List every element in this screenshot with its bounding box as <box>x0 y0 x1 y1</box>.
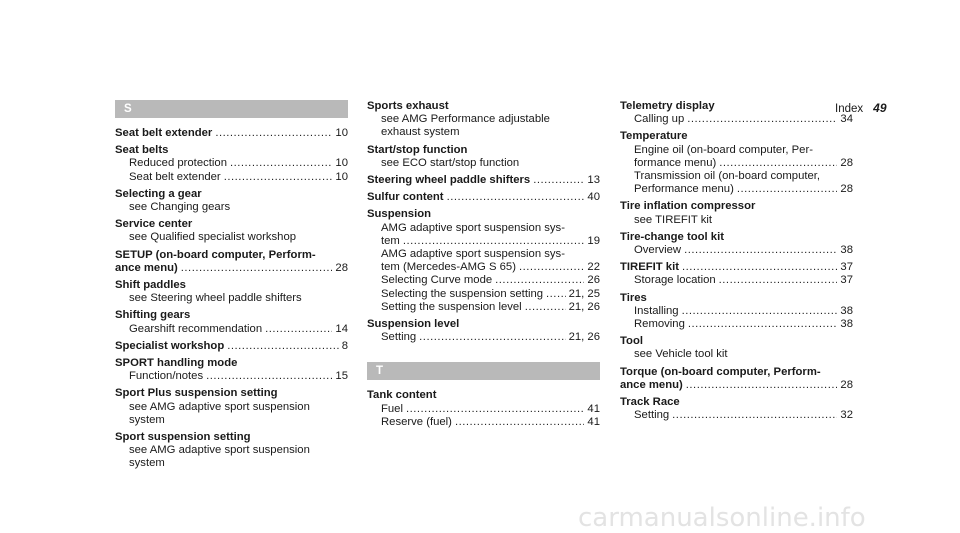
section-letter-bar: T <box>367 362 600 380</box>
entry-title: Tool <box>620 335 644 348</box>
entry-title-line <box>620 261 853 274</box>
section-letter-bar: S <box>115 100 348 118</box>
page-ref: 10 <box>335 170 348 183</box>
watermark: carmanualsonline.info <box>578 503 866 533</box>
index-entry <box>367 389 600 429</box>
sub-entry-label: Storage location <box>634 274 716 287</box>
sub-entry <box>367 261 600 274</box>
sub-entry: see AMG adaptive sport suspension system <box>129 400 310 426</box>
sub-entry <box>367 331 600 344</box>
page-ref: 37 <box>840 274 853 287</box>
entry-title: Sport Plus suspension setting <box>115 387 278 400</box>
leader-dots <box>719 157 837 170</box>
index-entry <box>115 387 348 427</box>
page-ref: 41 <box>587 415 600 428</box>
leader-dots <box>227 340 338 353</box>
sub-entry-label: Setting the suspension level <box>381 300 522 313</box>
leader-dots <box>181 262 333 275</box>
index-entry <box>367 191 600 204</box>
leader-dots <box>533 174 584 187</box>
index-entry <box>620 100 853 126</box>
index-entry <box>115 357 348 383</box>
index-entry <box>367 100 600 140</box>
entry-title: Shift paddles <box>115 279 186 292</box>
page-ref: 28 <box>840 378 853 391</box>
entry-title: Start/stop function <box>367 143 468 156</box>
entry-title-line <box>367 174 600 187</box>
entry-title: Tires <box>620 291 647 304</box>
page-ref: 10 <box>335 157 348 170</box>
page-ref: 22 <box>587 261 600 274</box>
index-column-1 <box>115 100 348 475</box>
sub-entry-label: Selecting Curve mode <box>381 274 493 287</box>
index-entry <box>620 261 853 287</box>
entry-title: ance menu) <box>115 261 178 274</box>
index-entry <box>367 174 600 187</box>
leader-dots <box>686 379 838 392</box>
sub-entry: see Qualified specialist workshop <box>129 231 297 244</box>
index-entry <box>620 130 853 196</box>
entry-title: Sports exhaust <box>367 100 449 112</box>
sub-entry <box>367 301 600 314</box>
sub-entry: see Steering wheel paddle shifters <box>129 292 302 305</box>
entry-title: Service center <box>115 218 193 231</box>
sub-entry <box>115 171 348 184</box>
page-ref: 40 <box>587 191 600 204</box>
sub-entry <box>367 235 600 248</box>
sub-entry: see ECO start/stop function <box>381 156 520 169</box>
sub-entry <box>620 305 853 318</box>
leader-dots <box>719 274 838 287</box>
leader-dots <box>682 305 838 318</box>
sub-entry-label: formance menu) <box>634 156 717 169</box>
sub-entry-label: Setting <box>634 409 670 422</box>
entry-title-line <box>115 262 348 275</box>
sub-entry <box>620 157 853 170</box>
entry-title: TIREFIT kit <box>620 261 679 274</box>
index-entry <box>620 292 853 332</box>
entry-title: Telemetry display <box>620 100 715 112</box>
sub-entry-label: Performance menu) <box>634 183 734 196</box>
leader-dots <box>546 288 566 301</box>
entry-title: SETUP (on-board computer, Perform- <box>115 248 316 261</box>
sub-entry <box>115 157 348 170</box>
entry-title: Temperature <box>620 130 688 143</box>
sub-entry <box>620 183 853 196</box>
sub-entry <box>620 113 853 126</box>
page-ref: 32 <box>840 409 853 422</box>
leader-dots <box>265 323 332 336</box>
leader-dots <box>206 370 332 383</box>
index-column-2 <box>367 100 600 433</box>
entry-title: Tire-change tool kit <box>620 230 724 243</box>
page-ref: 38 <box>840 318 853 331</box>
sub-entry <box>620 274 853 287</box>
page-ref: 8 <box>341 339 348 352</box>
entry-title: Shifting gears <box>115 309 191 322</box>
page-ref: 21, 25 <box>568 287 600 300</box>
page-ref: 15 <box>335 370 348 383</box>
sub-entry <box>367 288 600 301</box>
entry-title: Torque (on-board computer, Perform- <box>620 365 821 378</box>
index-entry <box>620 231 853 257</box>
sub-entry: Transmission oil (on-board computer, <box>634 170 821 183</box>
entry-title: Specialist workshop <box>115 339 225 352</box>
index-entry <box>115 340 348 353</box>
leader-dots <box>455 416 584 429</box>
leader-dots <box>687 113 837 126</box>
page-ref: 37 <box>840 261 853 274</box>
page-ref: 21, 26 <box>568 300 600 313</box>
sub-entry: see Vehicle tool kit <box>634 348 728 361</box>
leader-dots <box>224 171 333 184</box>
sub-entry-label: Calling up <box>634 113 685 126</box>
entry-title: ance menu) <box>620 378 683 391</box>
page-ref: 19 <box>587 234 600 247</box>
sub-entry-label: tem (Mercedes-AMG S 65) <box>381 261 516 274</box>
index-entry <box>620 200 853 226</box>
leader-dots <box>447 191 585 204</box>
leader-dots <box>230 157 332 170</box>
sub-entry-label: Installing <box>634 304 679 317</box>
leader-dots <box>688 318 838 331</box>
sub-entry <box>367 416 600 429</box>
sub-entry <box>367 274 600 287</box>
section-spacer <box>367 348 600 362</box>
entry-title-line <box>115 340 348 353</box>
sub-entry <box>620 409 853 422</box>
sub-entry: see AMG adaptive sport suspension system <box>129 444 310 470</box>
sub-entry: see AMG Performance adjustable <box>381 113 550 126</box>
leader-dots <box>672 409 837 422</box>
page-number: 49 <box>873 101 887 115</box>
entry-title: Tire inflation compressor <box>620 200 756 213</box>
page-ref: 14 <box>335 322 348 335</box>
sub-entry-label: Reduced protection <box>129 157 227 170</box>
leader-dots <box>419 331 565 344</box>
entry-title: Track Race <box>620 396 680 409</box>
sub-entry: AMG adaptive sport suspension sys- <box>381 248 565 261</box>
index-entry <box>115 188 348 214</box>
page-ref: 38 <box>840 304 853 317</box>
sub-entry <box>115 370 348 383</box>
entry-title: Tank content <box>367 389 437 402</box>
index-entry <box>115 249 348 275</box>
sub-entry: see TIREFIT kit <box>634 213 713 226</box>
entry-title: Suspension level <box>367 318 460 331</box>
leader-dots <box>519 261 584 274</box>
index-column-3 <box>620 100 853 426</box>
page-ref: 38 <box>840 244 853 257</box>
leader-dots <box>403 235 585 248</box>
sub-entry: exhaust system <box>381 126 460 139</box>
sub-entry <box>620 318 853 331</box>
entry-title-line <box>620 379 853 392</box>
page-ref: 26 <box>587 274 600 287</box>
sub-entry <box>115 323 348 336</box>
leader-dots <box>525 301 566 314</box>
index-entry <box>620 366 853 392</box>
index-entry <box>115 431 348 471</box>
page-ref: 28 <box>840 156 853 169</box>
sub-entry: Engine oil (on-board computer, Per- <box>634 143 813 156</box>
index-entry <box>367 144 600 170</box>
sub-entry-label: Removing <box>634 318 685 331</box>
index-entry <box>115 127 348 140</box>
sub-entry-label: Selecting the suspension setting <box>381 287 544 300</box>
entry-title: SPORT handling mode <box>115 357 238 370</box>
sub-entry: see Changing gears <box>129 201 231 214</box>
index-entry <box>115 144 348 184</box>
page-ref: 41 <box>587 402 600 415</box>
sub-entry <box>367 403 600 416</box>
entry-title: Seat belt extender <box>115 127 213 139</box>
index-entry <box>115 279 348 305</box>
index-entry <box>115 218 348 244</box>
page-ref: 21, 26 <box>568 331 600 344</box>
entry-title: Suspension <box>367 208 432 221</box>
entry-title-line <box>367 191 600 204</box>
entry-title: Selecting a gear <box>115 187 202 200</box>
page-ref: 13 <box>587 174 600 187</box>
leader-dots <box>684 244 837 257</box>
index-entry <box>620 335 853 361</box>
page-ref: 10 <box>335 127 348 139</box>
leader-dots <box>495 274 584 287</box>
leader-dots <box>215 127 332 140</box>
index-entry <box>367 318 600 344</box>
header-label: Index <box>835 103 864 115</box>
page-ref: 28 <box>840 183 853 196</box>
entry-title: Seat belts <box>115 144 169 157</box>
sub-entry-label: Setting <box>381 331 417 344</box>
entry-title: Sport suspension setting <box>115 431 251 444</box>
index-entry <box>115 309 348 335</box>
entry-title-line <box>115 127 348 140</box>
entry-title: Sulfur content <box>367 191 444 204</box>
index-entry <box>367 208 600 314</box>
leader-dots <box>682 261 837 274</box>
index-entry <box>620 396 853 422</box>
sub-entry <box>620 244 853 257</box>
sub-entry-label: Gearshift recommendation <box>129 322 263 335</box>
leader-dots <box>737 183 838 196</box>
sub-entry-label: Overview <box>634 244 682 257</box>
sub-entry-label: tem <box>381 234 400 247</box>
sub-entry-label: Function/notes <box>129 370 204 383</box>
sub-entry-label: Reserve (fuel) <box>381 415 452 428</box>
page-ref: 28 <box>335 261 348 274</box>
sub-entry-label: Fuel <box>381 402 403 415</box>
page-ref: 34 <box>840 113 853 126</box>
sub-entry: AMG adaptive sport suspension sys- <box>381 221 565 234</box>
leader-dots <box>406 403 584 416</box>
sub-entry-label: Seat belt extender <box>129 170 221 183</box>
entry-title: Steering wheel paddle shifters <box>367 174 531 187</box>
